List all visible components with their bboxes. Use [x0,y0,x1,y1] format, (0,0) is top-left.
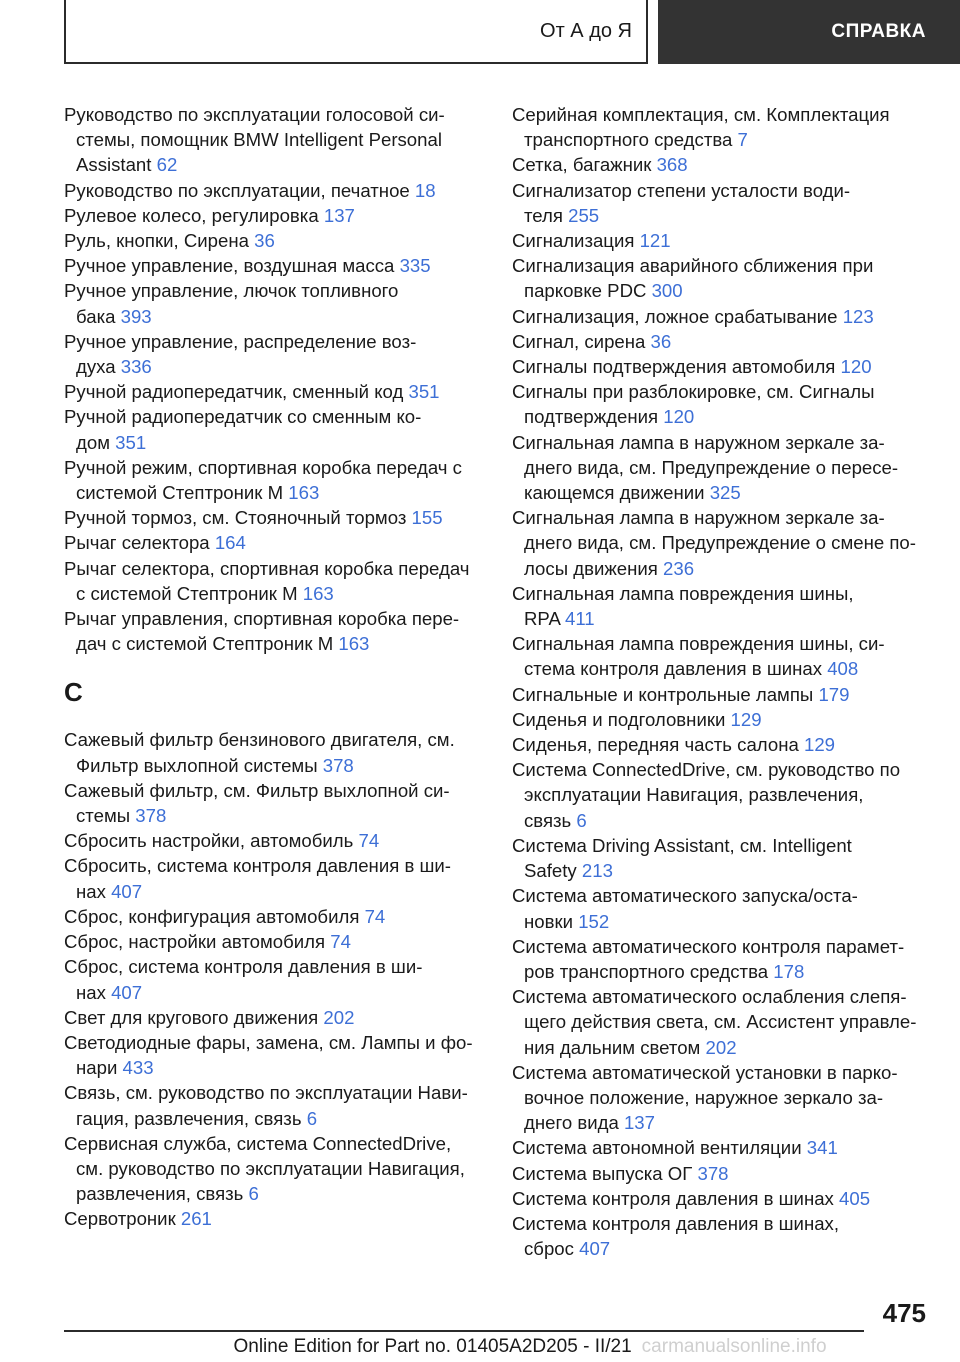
page-link[interactable]: 202 [323,1006,355,1028]
index-entry-text: Сброс, настройки автомобиля [64,931,326,953]
page-link[interactable]: 74 [330,931,351,953]
index-entry [512,581,928,631]
tab-a-to-z[interactable] [64,0,648,64]
index-entry-text: Сигнальные и контрольные лампы [512,683,814,705]
index-entry-text: Сбросить, система контроля давления в ши- нах [64,855,451,902]
page-link[interactable]: 137 [623,1112,655,1134]
index-entry [64,102,484,178]
index-entry [512,732,928,757]
index-entry [512,883,928,933]
index-entry-text: Сетка, багажник [512,154,652,176]
index-entry-text: Ручное управление, распределение воз- духа [64,330,417,378]
index-entry [512,1060,928,1136]
page-link[interactable]: 405 [839,1187,871,1209]
index-entry-text: Сбросить настройки, автомобиль [64,830,354,852]
page-link[interactable]: 378 [697,1162,729,1184]
index-entry [512,934,928,984]
index-entry-text: Ручной радиопередатчик, сменный код [64,381,404,403]
tab-reference[interactable] [658,0,960,64]
page-number: 475 [882,1298,926,1328]
section-letter: С [64,677,83,708]
index-entry-text: Светодиодные фары, замена, см. Лампы и фо- нари [64,1031,473,1079]
index-entry [512,178,928,228]
page-link[interactable]: 129 [730,708,762,730]
index-entry [64,455,484,505]
page-link[interactable]: 213 [581,860,613,882]
page-link[interactable]: 129 [803,734,836,756]
index-entry [512,379,928,429]
index-entry-text: Сигнальная лампа повреждения шины, си- стема контроля давления в шинах [512,633,885,680]
index-entry [512,228,928,253]
index-entry-text: Сигнальная лампа в наружном зеркале за- днего вида, см. Предупреждение о пересе- кающемся движении [512,431,899,504]
index-entry-text: Система автоматической установки в парко- вочное положение, наружное зеркало за- днего вида [512,1061,898,1134]
page-link[interactable]: 261 [180,1208,212,1230]
index-group-s-continued [512,102,928,1261]
index-entry-text: Система автоматического ослабления слепя- щего действия света, см. Ассистент управле- ния дальним светом [512,986,917,1058]
index-entry-text: Сигнальная лампа в наружном зеркале за- днего вида, см. Предупреждение о смене по- лосы движения [512,507,916,579]
index-entry [512,1161,928,1186]
page-link[interactable]: 120 [663,406,695,428]
index-entry [512,152,928,177]
page-link[interactable]: 155 [411,507,443,529]
index-entry [64,329,484,379]
page-link[interactable]: 202 [705,1036,737,1058]
index-entry-text: Сброс, система контроля давления в ши- нах [64,956,423,1003]
page-link[interactable]: 178 [773,960,805,982]
index-entry [512,430,928,506]
index-group-r [64,102,484,656]
index-entry [64,505,484,530]
index-entry-text: Сервотроник [64,1208,176,1230]
index-entry-text: Сброс, конфигурация автомобиля [64,905,360,927]
index-entry-text: Серийная комплектация, см. Комплектация транспортного средства [512,104,890,151]
index-entry [512,253,928,303]
index-entry-text: Сиденья, передняя часть салона [512,734,799,756]
page-link[interactable]: 120 [840,356,872,378]
index-entry-text: Сигналы подтверждения автомобиля [512,356,836,378]
index-entry [64,404,484,454]
index-right-column [512,102,928,1261]
index-entry [64,556,484,606]
index-entry [512,682,928,707]
tab-a-to-z-label: От А до Я [540,19,632,42]
index-entry-text: Ручной тормоз, см. Стояночный тормоз [64,507,407,529]
page-link[interactable]: 351 [408,381,440,403]
index-entry [512,304,928,329]
index-entry-text: Рулевое колесо, регулировка [64,204,319,226]
index-entry [64,253,484,278]
edition-text: Online Edition for Part no. 01405A2D205 - II/21 [233,1336,632,1357]
page-link[interactable]: 6 [576,809,587,831]
index-entry [64,203,484,228]
page-link[interactable]: 336 [120,356,152,378]
page-link[interactable]: 123 [842,305,874,327]
index-entry-text: Сигнальная лампа повреждения шины, RPA [512,582,854,630]
index-entry [64,1005,484,1030]
page-link[interactable]: 74 [358,830,380,852]
index-entry-text: Ручное управление, лючок топливного бака [64,280,399,327]
index-entry [512,833,928,883]
index-entry-text: Связь, см. руководство по эксплуатации Нави- гация, развлечения, связь [64,1082,468,1129]
index-entry [64,954,484,1004]
index-entry-text: Сигнал, сирена [512,330,646,352]
index-entry [512,984,928,1060]
index-entry [512,757,928,833]
index-entry-text: Система автоматического запуска/оста- новки [512,885,858,932]
page-link[interactable]: 163 [288,482,320,504]
index-entry [64,853,484,903]
index-entry-text: Ручное управление, воздушная масса [64,255,395,277]
index-entry-text: Свет для кругового движения [64,1006,319,1028]
page-link[interactable]: 6 [248,1183,259,1205]
page-link[interactable]: 74 [364,905,386,927]
page-link[interactable]: 163 [302,582,334,604]
index-entry [512,707,928,732]
index-entry [64,904,484,929]
index-entry [64,379,484,404]
index-entry [64,778,484,828]
index-entry-text: Система контроля давления в шинах [512,1187,834,1209]
page-link[interactable]: 236 [663,557,695,579]
index-entry-text: Сигнализация [512,230,635,252]
index-entry-text: Рычаг селектора, спортивная коробка передач с системой Стептроник М [64,557,470,604]
page-link[interactable]: 36 [650,330,672,352]
page-link[interactable]: 325 [709,482,741,504]
page-link[interactable]: 407 [111,880,143,902]
index-group-s [64,727,484,1231]
index-entry-text: Ручной режим, спортивная коробка передач с системой Стептроник М [64,456,462,504]
index-entry-text: Сажевый фильтр, см. Фильтр выхлопной си- стемы [64,779,450,827]
index-entry [64,278,484,328]
watermark-text: carmanualsonline.info [641,1336,827,1357]
page-link[interactable]: 137 [323,204,355,226]
page-link[interactable]: 335 [399,255,431,277]
page-link[interactable]: 62 [156,154,178,176]
page-link[interactable]: 433 [122,1057,154,1079]
page-link[interactable]: 36 [254,230,275,252]
index-entry-text: Рычаг селектора [64,532,210,554]
index-left-column [64,102,484,1232]
index-entry [512,1211,928,1261]
page-link[interactable]: 407 [579,1238,611,1260]
footer [0,1332,960,1362]
page-link[interactable]: 179 [818,683,850,705]
page-link[interactable]: 6 [306,1107,318,1129]
index-entry-text: Система выпуска ОГ [512,1162,693,1184]
index-entry [512,1135,928,1160]
index-entry [512,505,928,581]
index-entry [512,631,928,681]
index-entry [64,929,484,954]
index-entry-text: Сигнализатор степени усталости води- теля [512,179,851,226]
index-entry [64,828,484,853]
index-entry [512,354,928,379]
index-entry [512,102,928,152]
index-entry-text: Система автоматического контроля парамет- ров транспортного средства [512,935,905,982]
page-link[interactable]: 341 [806,1137,838,1159]
index-entry [64,727,484,777]
index-entry-text: Сажевый фильтр бензинового двигателя, см. Фильтр выхлопной системы [64,729,455,776]
page-link[interactable]: 368 [656,154,688,176]
index-entry-text: Сигнализация аварийного сближения при парковке PDC [512,255,874,302]
index-entry-text: Руководство по эксплуатации голосовой си- стемы, помощник BMW Intelligent Personal Assistant [64,104,445,176]
index-entry [64,178,484,203]
index-entry [64,228,484,253]
index-entry-text: Руль, кнопки, Сирена [64,230,249,252]
index-entry-text: Сиденья и подголовники [512,708,726,730]
index-entry [64,1206,484,1231]
index-entry [64,1131,484,1207]
index-entry [512,1186,928,1211]
page-link[interactable]: 411 [565,608,595,630]
index-entry-text: Сервисная служба, система ConnectedDrive, см. руководство по эксплуатации Навигация, развлечения, связь [64,1132,465,1205]
index-entry [64,1030,484,1080]
index-entry-text: Руководство по эксплуатации, печатное [64,179,410,201]
page-link[interactable]: 7 [737,129,748,151]
page-link[interactable]: 300 [651,280,683,302]
index-entry-text: Система контроля давления в шинах, сброс [512,1212,840,1260]
index-entry-text: Ручной радиопередатчик со сменным ко- дом [64,406,422,453]
page-link[interactable]: 163 [338,633,370,655]
index-entry [512,329,928,354]
page-link[interactable]: 255 [568,204,600,226]
page-link[interactable]: 164 [214,532,246,554]
index-entry [64,530,484,555]
page-link[interactable]: 378 [135,805,167,827]
page-link[interactable]: 351 [115,431,147,453]
page-link[interactable]: 378 [322,754,354,776]
index-entry-text: Рычаг управления, спортивная коробка пере- дач с системой Стептроник М [64,608,460,655]
index-entry [64,606,484,656]
page-link[interactable]: 407 [111,981,143,1003]
page-link[interactable]: 121 [639,230,671,252]
page-link[interactable]: 152 [578,910,610,932]
index-entry-text: Система ConnectedDrive, см. руководство по эксплуатации Навигация, развлечения, связь [512,759,901,831]
index-entry-text: Система Driving Assistant, см. Intelligent Safety [512,834,852,882]
index-entry-text: Система автономной вентиляции [512,1137,802,1159]
page-link[interactable]: 18 [414,179,436,201]
tab-reference-label: СПРАВКА [831,21,926,42]
index-entry-text: Сигналы при разблокировке, см. Сигналы подтверждения [512,381,875,428]
page-link[interactable]: 393 [120,305,152,327]
page-link[interactable]: 408 [827,658,859,680]
index-entry-text: Сигнализация, ложное срабатывание [512,305,838,327]
index-entry [64,1080,484,1130]
